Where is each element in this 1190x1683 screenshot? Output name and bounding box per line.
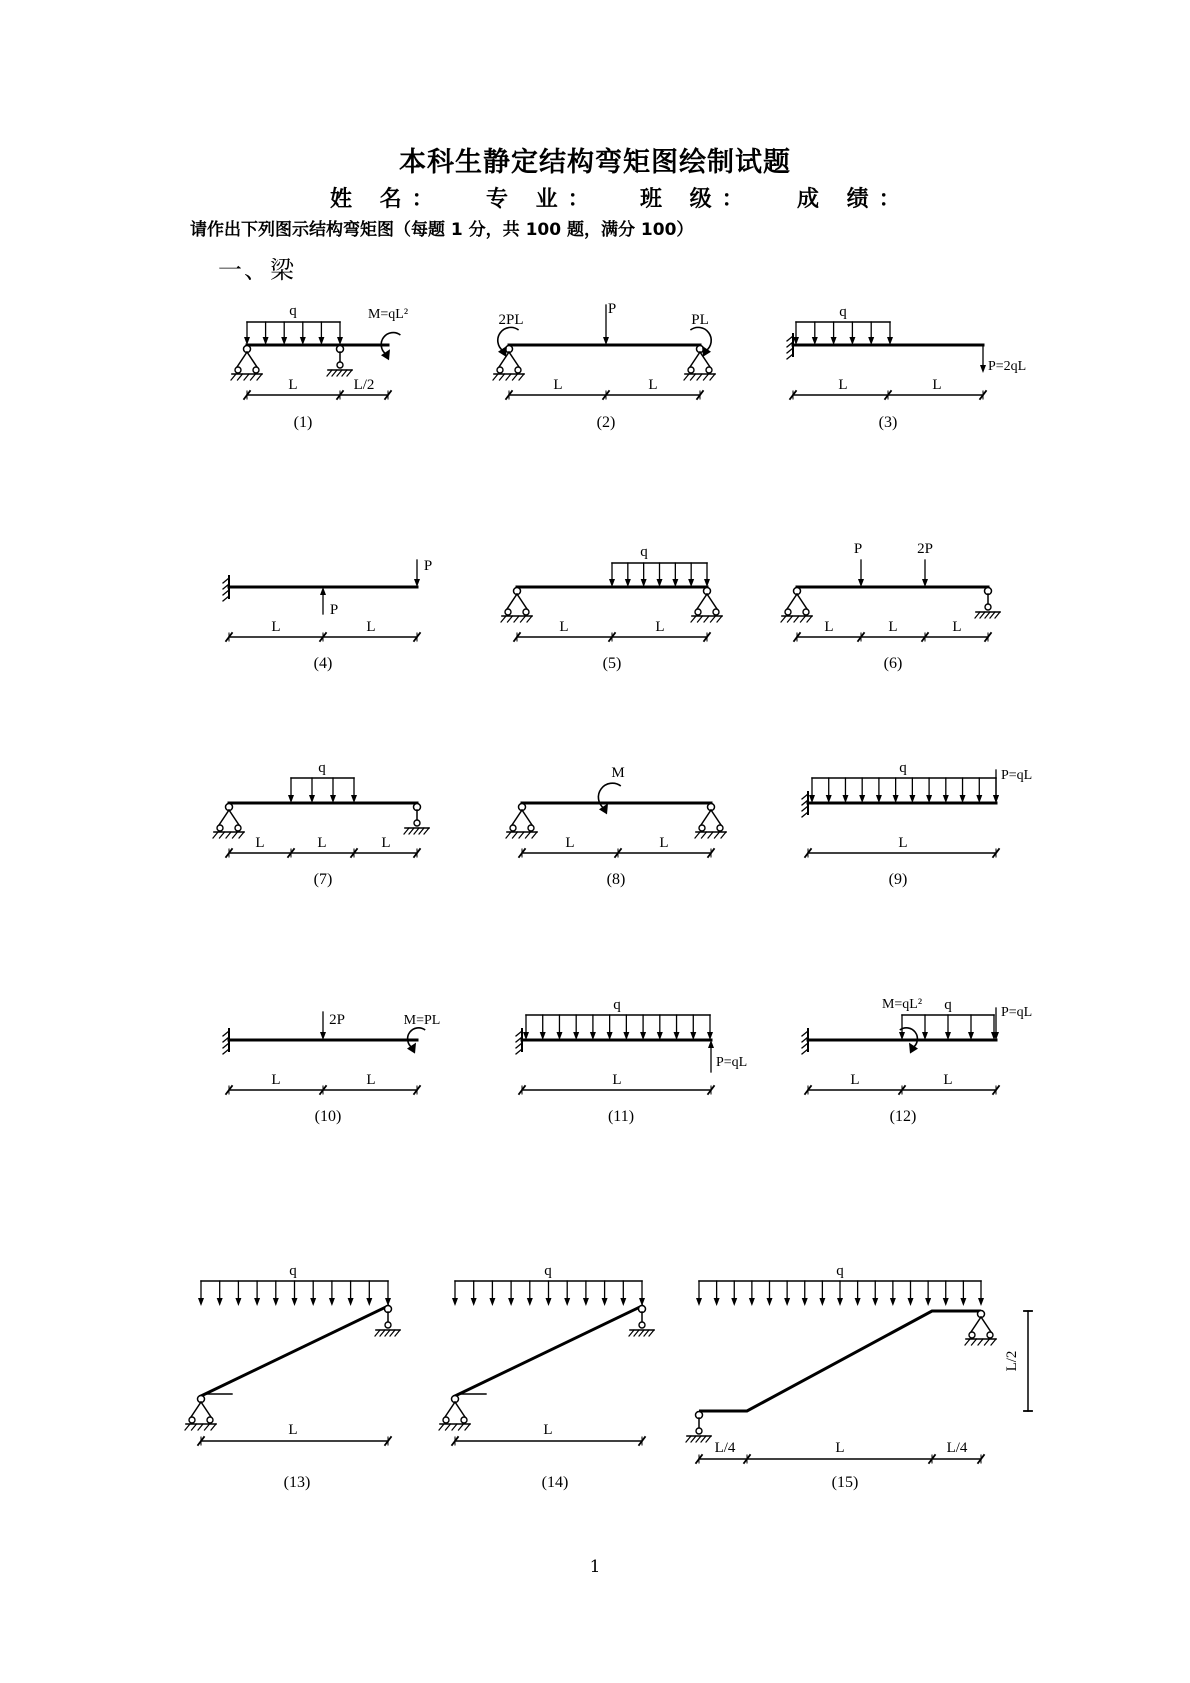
pin-support-icon (981, 1317, 991, 1332)
pin-support-icon (237, 352, 247, 367)
label: q (318, 760, 326, 776)
ground-hatch (521, 616, 526, 622)
problem-caption: (11) (607, 1108, 635, 1125)
major-field-label: 专 业： (486, 187, 600, 212)
inclined-beam (455, 1306, 642, 1396)
ground-hatch (519, 374, 524, 380)
pin-support-icon (510, 825, 516, 831)
ground-hatch (342, 370, 347, 376)
pin-support-icon (217, 825, 223, 831)
problem-caption: (1) (293, 414, 313, 431)
ground-hatch (244, 374, 249, 380)
label: L (288, 377, 298, 393)
problem-11 (516, 997, 747, 1125)
load-arrow-icon (527, 1298, 533, 1306)
load-arrow-icon (471, 1298, 477, 1306)
load-label-P: P=qL (1001, 768, 1033, 783)
ground-hatch (526, 832, 531, 838)
stepped-beam (699, 1311, 981, 1411)
ground-hatch (972, 1339, 977, 1345)
pin-support-icon (191, 1402, 201, 1417)
pin-support-icon (247, 352, 257, 367)
ground-hatch (794, 616, 799, 622)
load-arrow-icon (802, 1298, 808, 1306)
label: L (543, 1422, 553, 1438)
ground-hatch (452, 1424, 457, 1430)
ground-hatch (801, 616, 806, 622)
pin-support-icon (201, 1402, 211, 1417)
label: L (850, 1072, 860, 1088)
ground-hatch (327, 370, 332, 376)
ground-hatch (514, 616, 519, 622)
problem-caption: (14) (541, 1474, 569, 1491)
ground-hatch (649, 1330, 654, 1336)
label: L (655, 619, 665, 635)
ground-hatch (506, 832, 511, 838)
pin-support-icon (189, 1417, 195, 1423)
label: L (288, 1422, 298, 1438)
ground-hatch (691, 1436, 696, 1442)
label: 2P (917, 541, 933, 557)
ground-hatch (965, 1339, 970, 1345)
page-title: 本科生静定结构弯矩图绘制试题 (399, 147, 791, 178)
pin-support-icon (219, 810, 229, 825)
problem-14 (439, 1263, 654, 1491)
pin-support-icon (509, 352, 519, 367)
load-label-P: P=2qL (988, 359, 1027, 374)
ground-hatch (715, 832, 720, 838)
ground-hatch (337, 370, 342, 376)
pin-support-icon (969, 1332, 975, 1338)
pin-support-icon (699, 825, 705, 831)
ground-hatch (696, 1436, 701, 1442)
label: L (612, 1072, 622, 1088)
ground-hatch (404, 828, 409, 834)
label: q (613, 997, 621, 1013)
page-number: 1 (589, 1557, 601, 1577)
load-arrow-icon (273, 1298, 279, 1306)
pin-support-icon (707, 594, 717, 609)
pin-support-icon (690, 352, 700, 367)
label: L (888, 619, 898, 635)
ground-hatch (698, 616, 703, 622)
ground-hatch (975, 612, 980, 618)
label: L (366, 619, 376, 635)
load-arrow-icon (943, 1298, 949, 1306)
ground-hatch (220, 832, 225, 838)
label: q (944, 997, 952, 1013)
label: L (838, 377, 848, 393)
moment-label: PL (691, 312, 709, 328)
ground-hatch (717, 616, 722, 622)
load-arrow-icon (731, 1298, 737, 1306)
pin-support-icon (787, 594, 797, 609)
pin-support-icon (797, 594, 807, 609)
problem-caption: (2) (596, 414, 616, 431)
ground-hatch (991, 1339, 996, 1345)
roller-support-icon (414, 820, 420, 826)
label: M (611, 765, 625, 781)
ground-hatch (465, 1424, 470, 1430)
load-arrow-icon (546, 1298, 552, 1306)
load-label-2P: 2P (329, 1012, 345, 1028)
ground-hatch (706, 1436, 711, 1442)
ground-hatch (506, 374, 511, 380)
load-arrow-icon (564, 1298, 570, 1306)
load-label-P: P (423, 558, 433, 574)
ground-hatch (639, 1330, 644, 1336)
pin-support-icon (785, 609, 791, 615)
label: P (853, 541, 863, 557)
problem-1 (231, 303, 408, 431)
load-arrow-icon (235, 1298, 241, 1306)
problem-12 (802, 997, 1032, 1125)
pin-support-icon (528, 825, 534, 831)
load-arrow-icon (855, 1298, 861, 1306)
ground-hatch (695, 832, 700, 838)
label: L (898, 835, 908, 851)
label: L/4 (714, 1440, 736, 1456)
ground-hatch (332, 370, 337, 376)
class-field-label: 班 级： (640, 187, 754, 212)
problem-caption: (5) (602, 655, 622, 672)
ground-hatch (684, 374, 689, 380)
ground-hatch (807, 616, 812, 622)
pin-support-icon (497, 367, 503, 373)
load-arrow-icon (872, 1298, 878, 1306)
ground-hatch (691, 374, 696, 380)
load-label-q: q (289, 303, 297, 319)
ground-hatch (721, 832, 726, 838)
ground-hatch (978, 1339, 983, 1345)
pin-support-icon (971, 1317, 981, 1332)
pin-support-icon (713, 609, 719, 615)
label: L (943, 1072, 953, 1088)
problem-caption: (4) (313, 655, 333, 672)
label: L (559, 619, 569, 635)
problem-caption: (7) (313, 871, 333, 888)
load-arrow-icon (714, 1298, 720, 1306)
ground-hatch (532, 832, 537, 838)
ground-hatch (239, 832, 244, 838)
section-heading: 一、梁 (218, 256, 296, 284)
ground-hatch (414, 828, 419, 834)
problem-caption: (13) (283, 1474, 311, 1491)
ground-hatch (985, 612, 990, 618)
problem-9 (802, 760, 1032, 888)
label: L (835, 1440, 845, 1456)
load-arrow-icon (749, 1298, 755, 1306)
load-arrow-icon (508, 1298, 514, 1306)
ground-hatch (980, 612, 985, 618)
problem-15 (686, 1263, 1032, 1491)
ground-hatch (634, 1330, 639, 1336)
moment-label: 2PL (498, 312, 524, 328)
problem-3 (787, 304, 1026, 431)
ground-hatch (251, 374, 256, 380)
label: q (836, 1263, 844, 1279)
ground-hatch (211, 1424, 216, 1430)
load-arrow-icon (366, 1298, 372, 1306)
ground-hatch (985, 1339, 990, 1345)
ground-hatch (390, 1330, 395, 1336)
load-arrow-icon (583, 1298, 589, 1306)
load-label-P: P=qL (716, 1055, 748, 1070)
problem-caption: (12) (889, 1108, 917, 1125)
pin-support-icon (701, 810, 711, 825)
load-arrow-icon (254, 1298, 260, 1306)
roller-support-icon (337, 362, 343, 368)
label: L (271, 619, 281, 635)
label: L/4 (946, 1440, 968, 1456)
label: L (317, 835, 327, 851)
pin-support-icon (455, 1402, 465, 1417)
inclined-beam (201, 1306, 388, 1396)
ground-hatch (519, 832, 524, 838)
ground-hatch (198, 1424, 203, 1430)
ground-hatch (257, 374, 262, 380)
pin-support-icon (522, 810, 532, 825)
label: q (899, 760, 907, 776)
ground-hatch (375, 1330, 380, 1336)
ground-hatch (508, 616, 513, 622)
problem-caption: (3) (878, 414, 898, 431)
pin-support-icon (253, 367, 259, 373)
load-label-P: P (329, 602, 339, 618)
label: L (824, 619, 834, 635)
ground-hatch (708, 832, 713, 838)
ground-hatch (500, 374, 505, 380)
problem-caption: (9) (888, 871, 908, 888)
ground-hatch (459, 1424, 464, 1430)
problem-caption: (15) (831, 1474, 859, 1491)
problem-caption: (8) (606, 871, 626, 888)
load-arrow-icon (348, 1298, 354, 1306)
roller-support-icon (385, 1322, 391, 1328)
roller-support-icon (696, 1428, 702, 1434)
label: L (659, 835, 669, 851)
pin-support-icon (711, 810, 721, 825)
load-arrow-icon (837, 1298, 843, 1306)
problem-7 (213, 760, 429, 888)
ground-hatch (424, 828, 429, 834)
load-arrow-icon (452, 1298, 458, 1306)
ground-hatch (701, 1436, 706, 1442)
pin-support-icon (507, 594, 517, 609)
ground-hatch (702, 832, 707, 838)
pin-support-icon (706, 367, 712, 373)
pin-support-icon (688, 367, 694, 373)
ground-hatch (347, 370, 352, 376)
pin-support-icon (512, 810, 522, 825)
name-field-label: 姓 名： (330, 187, 444, 212)
moment-arrow-icon (381, 333, 400, 355)
ground-hatch (513, 832, 518, 838)
label: L (255, 835, 265, 851)
pin-support-icon (235, 367, 241, 373)
load-arrow-icon (767, 1298, 773, 1306)
problem-2 (493, 301, 715, 431)
label: q (640, 544, 648, 560)
pin-support-icon (461, 1417, 467, 1423)
ground-hatch (990, 612, 995, 618)
ground-hatch (527, 616, 532, 622)
label: L/2 (353, 377, 375, 393)
ground-hatch (781, 616, 786, 622)
moment-arrow-icon (598, 783, 620, 808)
label: L (648, 377, 658, 393)
pin-support-icon (803, 609, 809, 615)
point-load-arrow-icon (980, 365, 986, 373)
load-arrow-icon (292, 1298, 298, 1306)
load-arrow-icon (198, 1298, 204, 1306)
label: L (366, 1072, 376, 1088)
ground-hatch (513, 374, 518, 380)
ground-hatch (385, 1330, 390, 1336)
pin-support-icon (229, 810, 239, 825)
ground-hatch (710, 374, 715, 380)
load-arrow-icon (329, 1298, 335, 1306)
load-arrow-icon (310, 1298, 316, 1306)
dimension-label-vertical: L/2 (1004, 1350, 1020, 1372)
roller-support-icon (985, 604, 991, 610)
ground-hatch (644, 1330, 649, 1336)
problem-4 (223, 558, 432, 672)
load-arrow-icon (978, 1298, 984, 1306)
label: L (932, 377, 942, 393)
problem-caption: (10) (314, 1108, 342, 1125)
ground-hatch (185, 1424, 190, 1430)
ground-hatch (205, 1424, 210, 1430)
load-arrow-icon (489, 1298, 495, 1306)
load-arrow-icon (784, 1298, 790, 1306)
label: L (952, 619, 962, 635)
ground-hatch (629, 1330, 634, 1336)
load-arrow-icon (925, 1298, 931, 1306)
roller-support-icon (639, 1322, 645, 1328)
load-arrow-icon (620, 1298, 626, 1306)
problem-8 (506, 765, 726, 888)
pin-support-icon (523, 609, 529, 615)
label: L (553, 377, 563, 393)
ground-hatch (501, 616, 506, 622)
ground-hatch (213, 832, 218, 838)
load-label-P: P (607, 301, 617, 317)
ground-hatch (409, 828, 414, 834)
pin-support-icon (235, 825, 241, 831)
load-arrow-icon (696, 1298, 702, 1306)
problem-10 (223, 1012, 440, 1125)
ground-hatch (704, 616, 709, 622)
moment-arrow-icon (408, 1028, 426, 1048)
ground-hatch (711, 616, 716, 622)
ground-hatch (704, 374, 709, 380)
ground-hatch (439, 1424, 444, 1430)
load-arrow-icon (602, 1298, 608, 1306)
pin-support-icon (517, 594, 527, 609)
load-arrow-icon (908, 1298, 914, 1306)
pin-support-icon (445, 1402, 455, 1417)
pin-support-icon (207, 1417, 213, 1423)
problem-caption: (6) (883, 655, 903, 672)
moment-label: M=qL² (367, 307, 409, 322)
pin-support-icon (987, 1332, 993, 1338)
load-arrow-icon (217, 1298, 223, 1306)
pin-support-icon (515, 367, 521, 373)
label: L (381, 835, 391, 851)
ground-hatch (226, 832, 231, 838)
ground-hatch (238, 374, 243, 380)
problem-6 (781, 541, 1000, 672)
problem-5 (501, 544, 722, 672)
ground-hatch (419, 828, 424, 834)
problem-13 (185, 1263, 400, 1491)
score-field-label: 成 绩： (797, 187, 911, 212)
load-arrow-icon (890, 1298, 896, 1306)
ground-hatch (233, 832, 238, 838)
ground-hatch (788, 616, 793, 622)
pin-support-icon (443, 1417, 449, 1423)
ground-hatch (691, 616, 696, 622)
pin-support-icon (697, 594, 707, 609)
load-arrow-icon (819, 1298, 825, 1306)
ground-hatch (395, 1330, 400, 1336)
instruction-text: 请作出下列图示结构弯矩图（每题 1 分，共 100 题，满分 100） (190, 220, 694, 240)
ground-hatch (380, 1330, 385, 1336)
pin-support-icon (695, 609, 701, 615)
load-label-P: P=qL (1001, 1005, 1033, 1020)
moment-label: M=PL (403, 1013, 441, 1028)
label: q (839, 304, 847, 320)
ground-hatch (493, 374, 498, 380)
label: q (544, 1263, 552, 1279)
label: L (565, 835, 575, 851)
ground-hatch (686, 1436, 691, 1442)
ground-hatch (231, 374, 236, 380)
load-arrow-icon (960, 1298, 966, 1306)
pin-support-icon (505, 609, 511, 615)
ground-hatch (446, 1424, 451, 1430)
moment-label: M=qL² (881, 997, 923, 1012)
ground-hatch (192, 1424, 197, 1430)
label: q (289, 1263, 297, 1279)
ground-hatch (995, 612, 1000, 618)
ground-hatch (697, 374, 702, 380)
pin-support-icon (717, 825, 723, 831)
label: L (271, 1072, 281, 1088)
